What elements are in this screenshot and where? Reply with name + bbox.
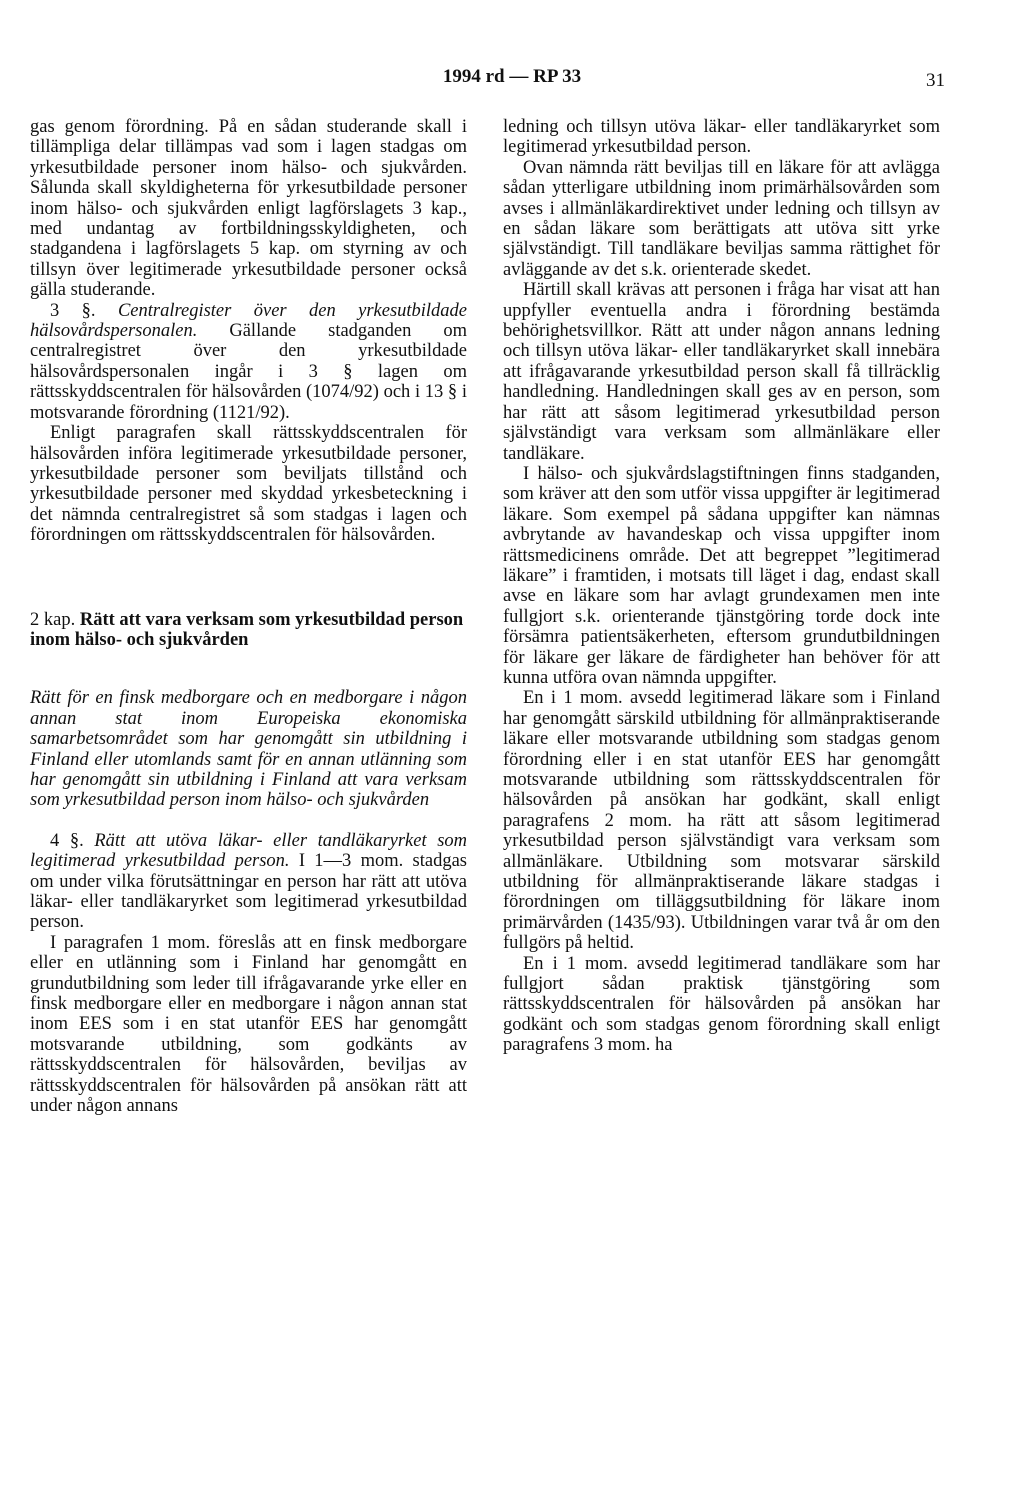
chapter-heading: [30, 610, 467, 651]
paragraph: Ovan nämnda rätt beviljas till en läkare för att avlägga sådan ytterligare utbildning inom primärhälsovården som avses i allmänläkardirektivet under ledning och tillsyn av en sådan läkare som berättigats att utöva sitt yrke självständigt. Till tandläkare beviljas samma rättighet för avläggande av det s.k. orienterade skedet.: [503, 157, 940, 280]
paragraph-continued: gas genom förordning. På en sådan studerande skall i tillämpliga delar tillämpas vad som i lagen stadgas om yrkesutbildade personer inom hälso- och sjukvården. Sålunda skall skyldigheterna för yrkesutbildade personer inom hälso- och sjukvården enligt lagförslagets 3 kap., med undantag av fortbildningsskyldigheten, och stadgandena i lagförslagets 5 kap. om styrning av och tillsyn över legitimerade yrkesutbildade personer också gälla studerande.: [30, 117, 467, 301]
section-3-title: Centralregister över den yrkesutbildade hälsovårdspersonalen.: [30, 300, 468, 342]
section-3-label: 3 §.: [50, 300, 96, 321]
left-column: [30, 117, 467, 1116]
right-column: [503, 117, 940, 1056]
running-header: 1994 rd — RP 33: [442, 66, 582, 87]
section-3-text: Gällande stadganden om centralregistret över den yrkesutbildade hälsovårdspersonalen ingår i 3 § lagen om rättsskyddscentralen för hälsovården (1074/92) och i 13 § i motsvarande förordning (1121/92).: [30, 321, 467, 423]
section-4-label: 4 §.: [50, 830, 84, 851]
paragraph: En i 1 mom. avsedd legitimerad tandläkare som har fullgjort sådan praktisk tjänstgöring som rättsskyddscentralen för hälsovården på ansökan har godkänt och som stadgas genom förordning skall enligt paragrafens 3 mom. ha: [503, 953, 940, 1056]
section-4-text: I 1—3 mom. stadgas om under vilka förutsättningar en person har rätt att utöva läkar- eller tandläkaryrket som legitimerad yrkesutbildad person.: [30, 851, 468, 933]
paragraph: En i 1 mom. avsedd legitimerad läkare som i Finland har genomgått särskild utbildning för allmänpraktiserande läkare eller motsvarande utbildning som stadgas genom förordning eller i en stat utanför EES har genomgått motsvarande utbildning som rättsskyddscentralen för hälsovården på ansökan har godkänt, skall enligt paragrafens 2 mom. ha rätt att såsom legitimerad yrkesutbildad person självständigt vara verksam som allmänläkare. Utbildning som motsvarar särskild utbildning för allmänpraktiserande läkare stadgas i förordningen om tilläggsutbildning för läkare inom primärvården (1435/93). Utbildningen varar två år om den fullgörs på heltid.: [503, 688, 940, 954]
paragraph: I paragrafen 1 mom. föreslås att en finsk medborgare eller en utlänning som i Finland har genomgått en grundutbildning som leder till ifrågavarande yrke eller en finsk medborgare eller en medborgare i någon annan stat inom EES som i en stat utanför EES har genomgått motsvarande utbildning, som godkänts av rättsskyddscentralen för hälsovården, beviljas av rättsskyddscentralen för hälsovården på ansökan rätt att under någon annans: [30, 932, 467, 1117]
section-3-paragraph: [30, 301, 467, 423]
chapter-label: 2 kap.: [30, 609, 76, 630]
paragraph: I hälso- och sjukvårdslagstiftningen finns stadganden, som kräver att den som utför vissa uppgifter är legitimerad läkare. Som exempel på sådana uppgifter kan nämnas avbrytande av havandeskap och vissa uppgifter inom rättsmedicinens område. Det att begreppet ”legitimerad läkare” i framtiden, i motsats till läget i dag, endast skall avse en läkare som har avlagt grundexamen men inte fullgjort s.k. orienterande tjänstgöring torde dock inte försämra patientsäkerheten, eftersom grundutbildningen för läkare ger läkare de färdigheter han behöver för att kunna utföra ovan nämnda uppgifter.: [503, 463, 940, 688]
section-caption: Rätt för en finsk medborgare och en medborgare i någon annan stat inom Europeiska ekonomiska samarbetsområdet som har genomgått sin utbildning i Finland eller utomlands samt för en annan utlänning som har genomgått sin utbildning i Finland att vara verksam som yrkesutbildad person inom hälso- och sjukvården: [30, 688, 467, 811]
chapter-title: Rätt att vara verksam som yrkesutbildad person inom hälso- och sjukvården: [30, 609, 464, 650]
section-4-paragraph: [30, 831, 467, 933]
paragraph: Härtill skall krävas att personen i fråga har visat att han uppfyller eventuella andra i förordning bestämda behörighetsvillkor. Rätt att under någon annans ledning och tillsyn utöva läkar- eller tandläkaryrket skall innebära att ifrågavarande yrkesutbildad person skall få tillräcklig handledning. Handledningen skall ges av en person, som har rätt att såsom legitimerad yrkesutbildad person självständigt vara verksam som allmänläkare eller tandläkare.: [503, 280, 940, 464]
page-number: 31: [926, 70, 945, 91]
section-4-title: Rätt att utöva läkar- eller tandläkaryrket som legitimerad yrkesutbildad person.: [30, 830, 468, 872]
paragraph: Enligt paragrafen skall rättsskyddscentralen för hälsovården införa legitimerade yrkesutbildade personer, yrkesutbildade personer som beviljats tillstånd och yrkesutbildade personer med skyddad yrkesbeteckning i det nämnda centralregistret så som stadgas i lagen och förordningen om rättsskyddscentralen för hälsovården.: [30, 423, 467, 546]
paragraph-continued: ledning och tillsyn utöva läkar- eller tandläkaryrket som legitimerad yrkesutbildad person.: [503, 117, 940, 158]
